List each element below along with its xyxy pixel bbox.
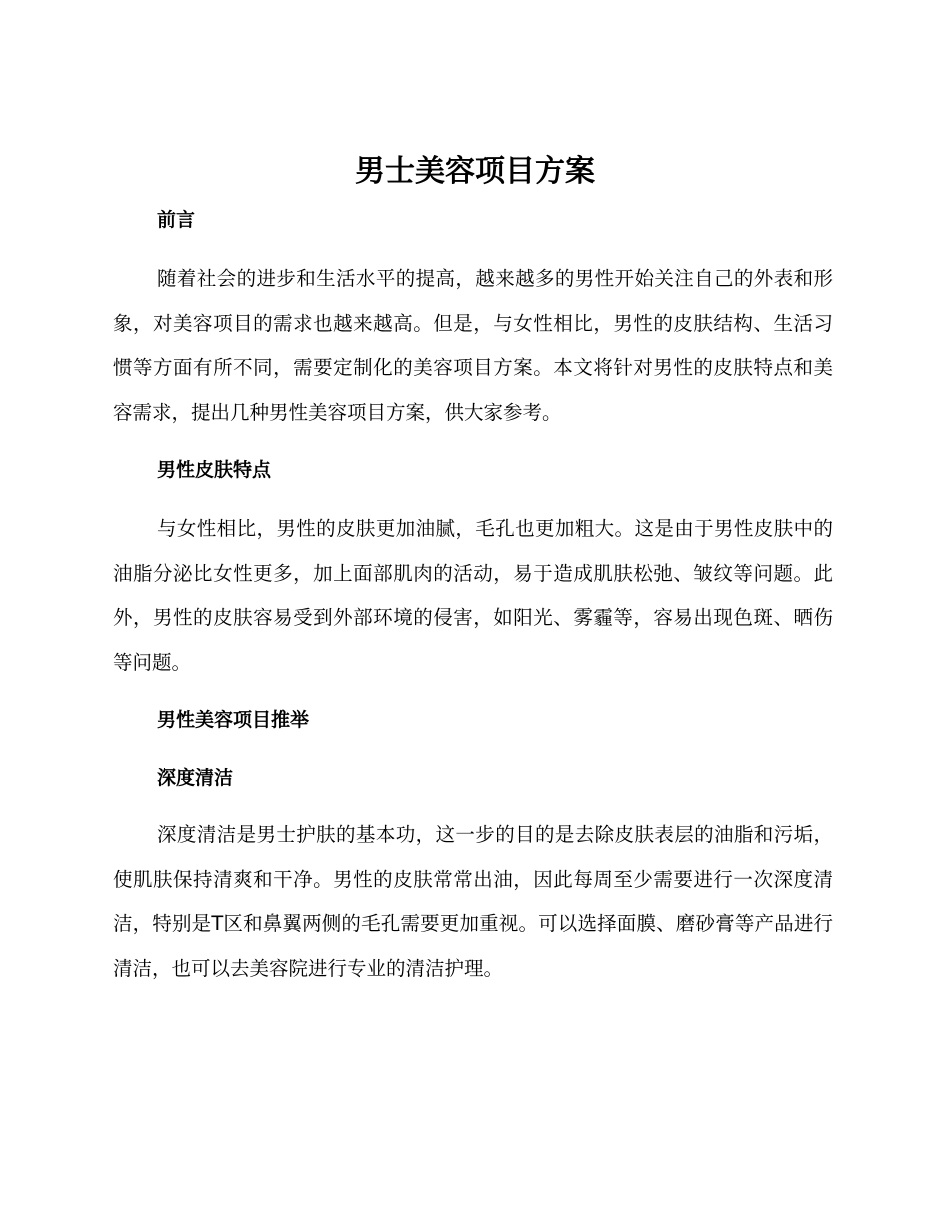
section-heading-preface: 前言	[157, 209, 196, 231]
section-heading-skin-traits: 男性皮肤特点	[157, 459, 272, 481]
section-heading-recommendations: 男性美容项目推举	[157, 709, 310, 731]
section-paragraph-deep-cleansing: 深度清洁是男士护肤的基本功，这一步的目的是去除皮肤表层的油脂和污垢，使肌肤保持清爽和干净。男性的皮肤常常出油，因此每周至少需要进行一次深度清洁，特别是T区和鼻翼两侧的毛孔需要更加重视。可以选择面膜、磨砂膏等产品进行清洁，也可以去美容院进行专业的清洁护理。	[113, 823, 833, 980]
section-heading-deep-cleansing: 深度清洁	[157, 767, 234, 789]
section-paragraph-skin-traits: 与女性相比，男性的皮肤更加油腻，毛孔也更加粗大。这是由于男性皮肤中的油脂分泌比女性更多，加上面部肌肉的活动，易于造成肌肤松弛、皱纹等问题。此外，男性的皮肤容易受到外部环境的侵害，如阳光、雾霾等，容易出现色斑、晒伤等问题。	[113, 517, 833, 674]
section-paragraph-preface: 随着社会的进步和生活水平的提高，越来越多的男性开始关注自己的外表和形象，对美容项目的需求也越来越高。但是，与女性相比，男性的皮肤结构、生活习惯等方面有所不同，需要定制化的美容项目方案。本文将针对男性的皮肤特点和美容需求，提出几种男性美容项目方案，供大家参考。	[113, 267, 833, 424]
page-title: 男士美容项目方案	[355, 154, 595, 189]
